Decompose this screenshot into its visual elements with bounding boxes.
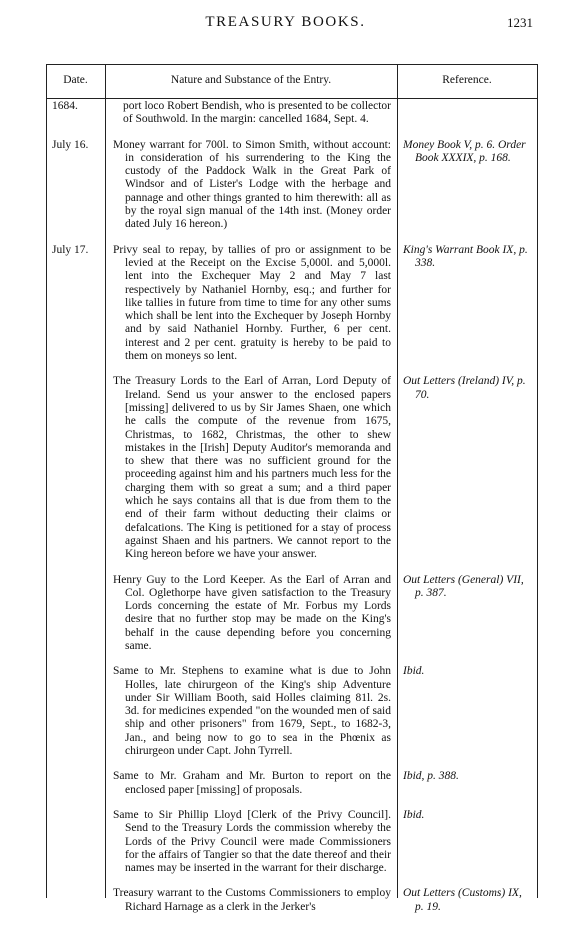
entries-table	[46, 64, 538, 913]
entries-list	[46, 100, 538, 926]
entry-reference: Ibid.	[403, 665, 425, 678]
entry-reference: Ibid, p. 388.	[403, 770, 459, 783]
entry-reference: Money Book V, p. 6. Order Book XXXIX, p. 168.	[403, 138, 526, 164]
entry-date	[46, 809, 105, 875]
entry-date	[46, 770, 105, 797]
entry-row	[46, 809, 538, 875]
entry-date	[46, 887, 105, 914]
entry-text: Same to Sir Phillip Lloyd [Clerk of the Privy Council]. Send to the Treasury Lords the commission whereby the Lords of the Privy Council were made Commissioners for the affairs of Tangier so that the date thereof and their names may be inserted in the warrant for their discharge.	[113, 808, 391, 875]
entry-row	[46, 100, 538, 127]
entry-row	[46, 574, 538, 654]
entry-date	[46, 665, 105, 758]
running-head	[0, 14, 571, 36]
entry-date: July 17.	[52, 243, 89, 256]
entry-row	[46, 244, 538, 364]
entry-text: Henry Guy to the Lord Keeper. As the Earl of Arran and Col. Oglethorpe have given satisfaction to the Treasury Lords concerning the estate of Mr. Forbus my Lords desire that no further stop may be made on the King's behalf in the cause depending before you concerning same.	[113, 573, 391, 652]
entry-reference: Out Letters (Customs) IX, p. 19.	[403, 887, 522, 913]
entry-reference: Out Letters (Ireland) IV, p. 70.	[403, 375, 526, 401]
column-header-nature: Nature and Substance of the Entry.	[170, 74, 332, 86]
entry-text: Treasury warrant to the Customs Commissioners to employ Richard Harnage as a clerk in the Jerker's	[113, 887, 391, 913]
entry-date: July 16.	[52, 138, 89, 151]
entry-text: Same to Mr. Stephens to examine what is due to John Holles, late chirurgeon of the King's ship Adventure under Sir William Booth, said Holles claiming 81l. 2s. 3d. for medicines expended "on the wounded men of said ship and other prisoners" from 1679, Sept., to 1682-3, Jan., and being now to go to sea in the Phœnix as chirurgeon under Capt. John Tyrrell.	[113, 665, 391, 758]
page-number: 1231	[507, 15, 533, 30]
column-header-reference: Reference.	[442, 74, 492, 86]
entry-text: Money warrant for 700l. to Simon Smith, without account: in consideration of his surrendering to the King the custody of the Paddock Walk in the Great Park of Windsor and of Lister's Lodge with the herbage and pannage and other things granted to him therewith: all as by the royal sign manual of the 14th inst. (Money order dated July 16 hereon.)	[113, 138, 391, 231]
table-top-rule	[46, 64, 538, 65]
entry-row	[46, 887, 538, 914]
entry-text: port loco Robert Bendish, who is presented to be collector of Southwold. In the margin: cancelled 1684, Sept. 4.	[123, 100, 391, 126]
table-header-rule	[46, 98, 538, 99]
entry-text: Same to Mr. Graham and Mr. Burton to report on the enclosed paper [missing] of proposals.	[113, 770, 391, 796]
page-title: TREASURY BOOKS.	[205, 14, 366, 30]
entry-row	[46, 770, 538, 797]
entry-reference: King's Warrant Book IX, p. 338.	[403, 243, 528, 269]
entry-row	[46, 375, 538, 561]
entry-row	[46, 139, 538, 232]
entry-row	[46, 665, 538, 758]
entry-reference: Out Letters (General) VII, p. 387.	[403, 573, 524, 599]
entry-text: Privy seal to repay, by tallies of pro or assignment to be levied at the Receipt on the Excise 5,000l. and 5,000l. lent into the Exchequer May 2 and May 7 last respectively by Nathaniel Hornby, esq.; and further for like tallies in future from time to time for any other sums which shall be lent into the Exchequer by Joseph Hornby and by said Nathaniel Hornby. Further, 6 per cent. interest and 2 per cent. gratuity is hereby to be paid to them on moneys so lent.	[113, 243, 391, 363]
entry-reference: Ibid.	[403, 808, 425, 821]
entry-date: 1684.	[52, 100, 78, 112]
entry-text: The Treasury Lords to the Earl of Arran, Lord Deputy of Ireland. Send us your answer to the enclosed papers [missing] delivered to us by Sir James Shaen, one which he calls the compute of the revenue from 1675, Christmas, to 1682, Christmas, the other to shew mistakes in the [Irish] Deputy Auditor's memoranda and to shew that there was no sufficient ground for the proceeding against him and his partners much less for the charging them with so great a sum; and a third paper which he says contains all that is due from them to the end of their farm without deducting their claims or defalcations. The King is petitioned for a stay of process against Shaen and his partners. We cannot report to the King hereon before we have your answer.	[113, 375, 391, 561]
entry-date	[46, 574, 105, 654]
entry-reference	[397, 100, 537, 127]
entry-date	[46, 375, 105, 561]
column-header-date: Date.	[63, 74, 88, 86]
